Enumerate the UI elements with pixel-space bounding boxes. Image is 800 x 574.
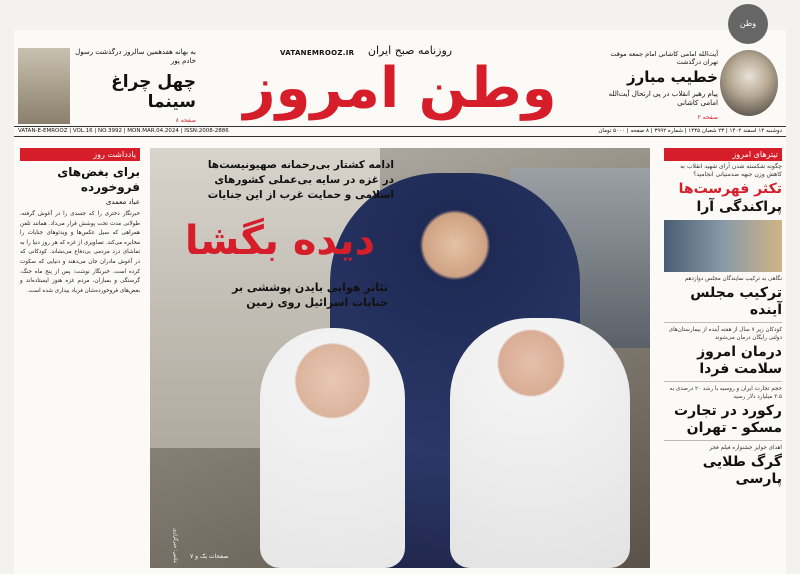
divider <box>664 322 782 323</box>
right-note-4: اهدای جوایز جشنواره فیلم فجر <box>709 445 782 451</box>
promo-left[interactable] <box>18 48 198 124</box>
main-photo[interactable] <box>150 148 650 568</box>
dateline <box>14 126 786 137</box>
right-headline-3[interactable]: ترکیب مجلس آینده <box>690 285 782 318</box>
site-url: VATANEMROOZ.IR <box>280 49 355 57</box>
promo-right[interactable] <box>596 48 784 124</box>
right-headline-5[interactable]: رکورد در تجارت مسکو - تهران <box>674 403 782 436</box>
logo-text: وطن امروز <box>243 56 557 121</box>
right-note-3: حجم تجارت ایران و روسیه با رشد ۲۰ درصدی به ۳.۵ میلیارد دلار رسید <box>669 386 782 400</box>
article-byline: عباد معمدی <box>105 198 140 206</box>
right-headline-2[interactable]: پراکندگی آرا <box>696 199 782 215</box>
promo-left-kicker: به بهانه هفدهمین سالروز درگذشت رسول خادم پور <box>75 48 196 65</box>
promo-left-photo <box>18 48 70 124</box>
photo-baby-left <box>260 328 405 568</box>
right-headline-6[interactable]: گرگ طلایی پارسی <box>702 454 782 487</box>
promo-right-headline: خطیب مبارز <box>627 68 718 86</box>
section-bar-right: تیترهای امروز <box>664 148 782 161</box>
masthead <box>14 30 786 134</box>
right-note-1: نگاهی به ترکیب نمایندگان مجلس دوازدهم <box>684 276 782 282</box>
right-headline-1[interactable]: تکثر فهرست‌ها <box>678 181 782 197</box>
right-headline-4[interactable]: درمان امروز سلامت فردا <box>697 344 782 377</box>
main-deck: تئاتر هوایی بایدن پوششی بر جنایات اسرائیل روی زمین <box>232 281 388 309</box>
promo-left-headline: چهل چراغ سینما <box>111 72 196 112</box>
promo-right-photo <box>720 50 778 116</box>
promo-left-page-ref: صفحه ۸ <box>175 117 196 124</box>
channel-badge: وطن <box>728 4 768 44</box>
right-note-2: کودکان زیر ۷ سال از هفته آینده از بیمارستان‌های دولتی رایگان درمان می‌شوند <box>668 327 782 341</box>
promo-right-sub: پیام رهبر انقلاب در پی ارتحال آیت‌الله امامی کاشانی <box>608 90 718 107</box>
promo-right-kicker: آیت‌الله امامی کاشانی امام جمعه موقت تهران درگذشت <box>610 50 718 66</box>
divider <box>664 381 782 382</box>
dateline-right: دوشنبه ۱۴ اسفند ۱۴۰۲ | ۲۳ شعبان ۱۴۴۵ | شماره ۳۹۹۲ | ۸ صفحه | ۵۰۰۰ تومان <box>598 128 782 134</box>
divider <box>664 440 782 441</box>
column-left <box>20 148 140 568</box>
right-thumbnail <box>664 220 782 272</box>
tagline: روزنامه صبح ایران <box>367 44 453 57</box>
article-body: خبرنگار دختری را که جسدی را در آغوش گرفته، طولانی مدت تحت پوشش قرار می‌داد. همانند تلفن همراهی که سیل عکس‌ها و ویدئوهای جنایات را مخابره می‌کند. تصاویری از غزه که هر روز دنیا را به تماشای درد مردمی بی‌دفاع می‌نشاند. کودکانی که در آغوش مادران جان می‌دهند و دنیایی که سکوت کرده است. خبرنگار نوشت: پس از پنج ماه جنگ، گرسنگی و بمباران، مردم غزه هنوز ایستاده‌اند و بغض‌های فروخورده‌شان فریاد بیداری شده است. <box>20 211 140 294</box>
newspaper-page <box>14 30 786 574</box>
main-lead: ادامه کشتار بی‌رحمانه صهیونیست‌ها در غزه در سایه بی‌عملی کشورهای اسلامی و حمایت غرب از این جنایات <box>207 159 394 201</box>
article-title[interactable]: برای بغض‌های فروخورده <box>57 165 140 194</box>
section-bar: یادداشت روز <box>20 148 140 161</box>
main-page-ref: صفحات یک و ۷ <box>190 553 229 560</box>
main-headline[interactable]: دیده بگشا <box>184 218 376 264</box>
photo-baby-right <box>450 318 630 568</box>
newspaper-logo <box>210 48 590 128</box>
promo-right-page-ref: صفحه ۲ <box>697 114 718 121</box>
dateline-left: VATAN-E-EMROOZ | VOL.16 | NO.3992 | MON.MAR.04.2024 | ISSN:2008-2886 <box>18 128 229 134</box>
right-kicker-1: چگونه شکسته شدن آرای شهید انقلاب به کاهش وزن جبهه ضدمنیانی انجامید؟ <box>680 163 782 178</box>
photo-caption: عکس: خبرگزاری <box>172 528 178 564</box>
column-right <box>664 148 782 574</box>
